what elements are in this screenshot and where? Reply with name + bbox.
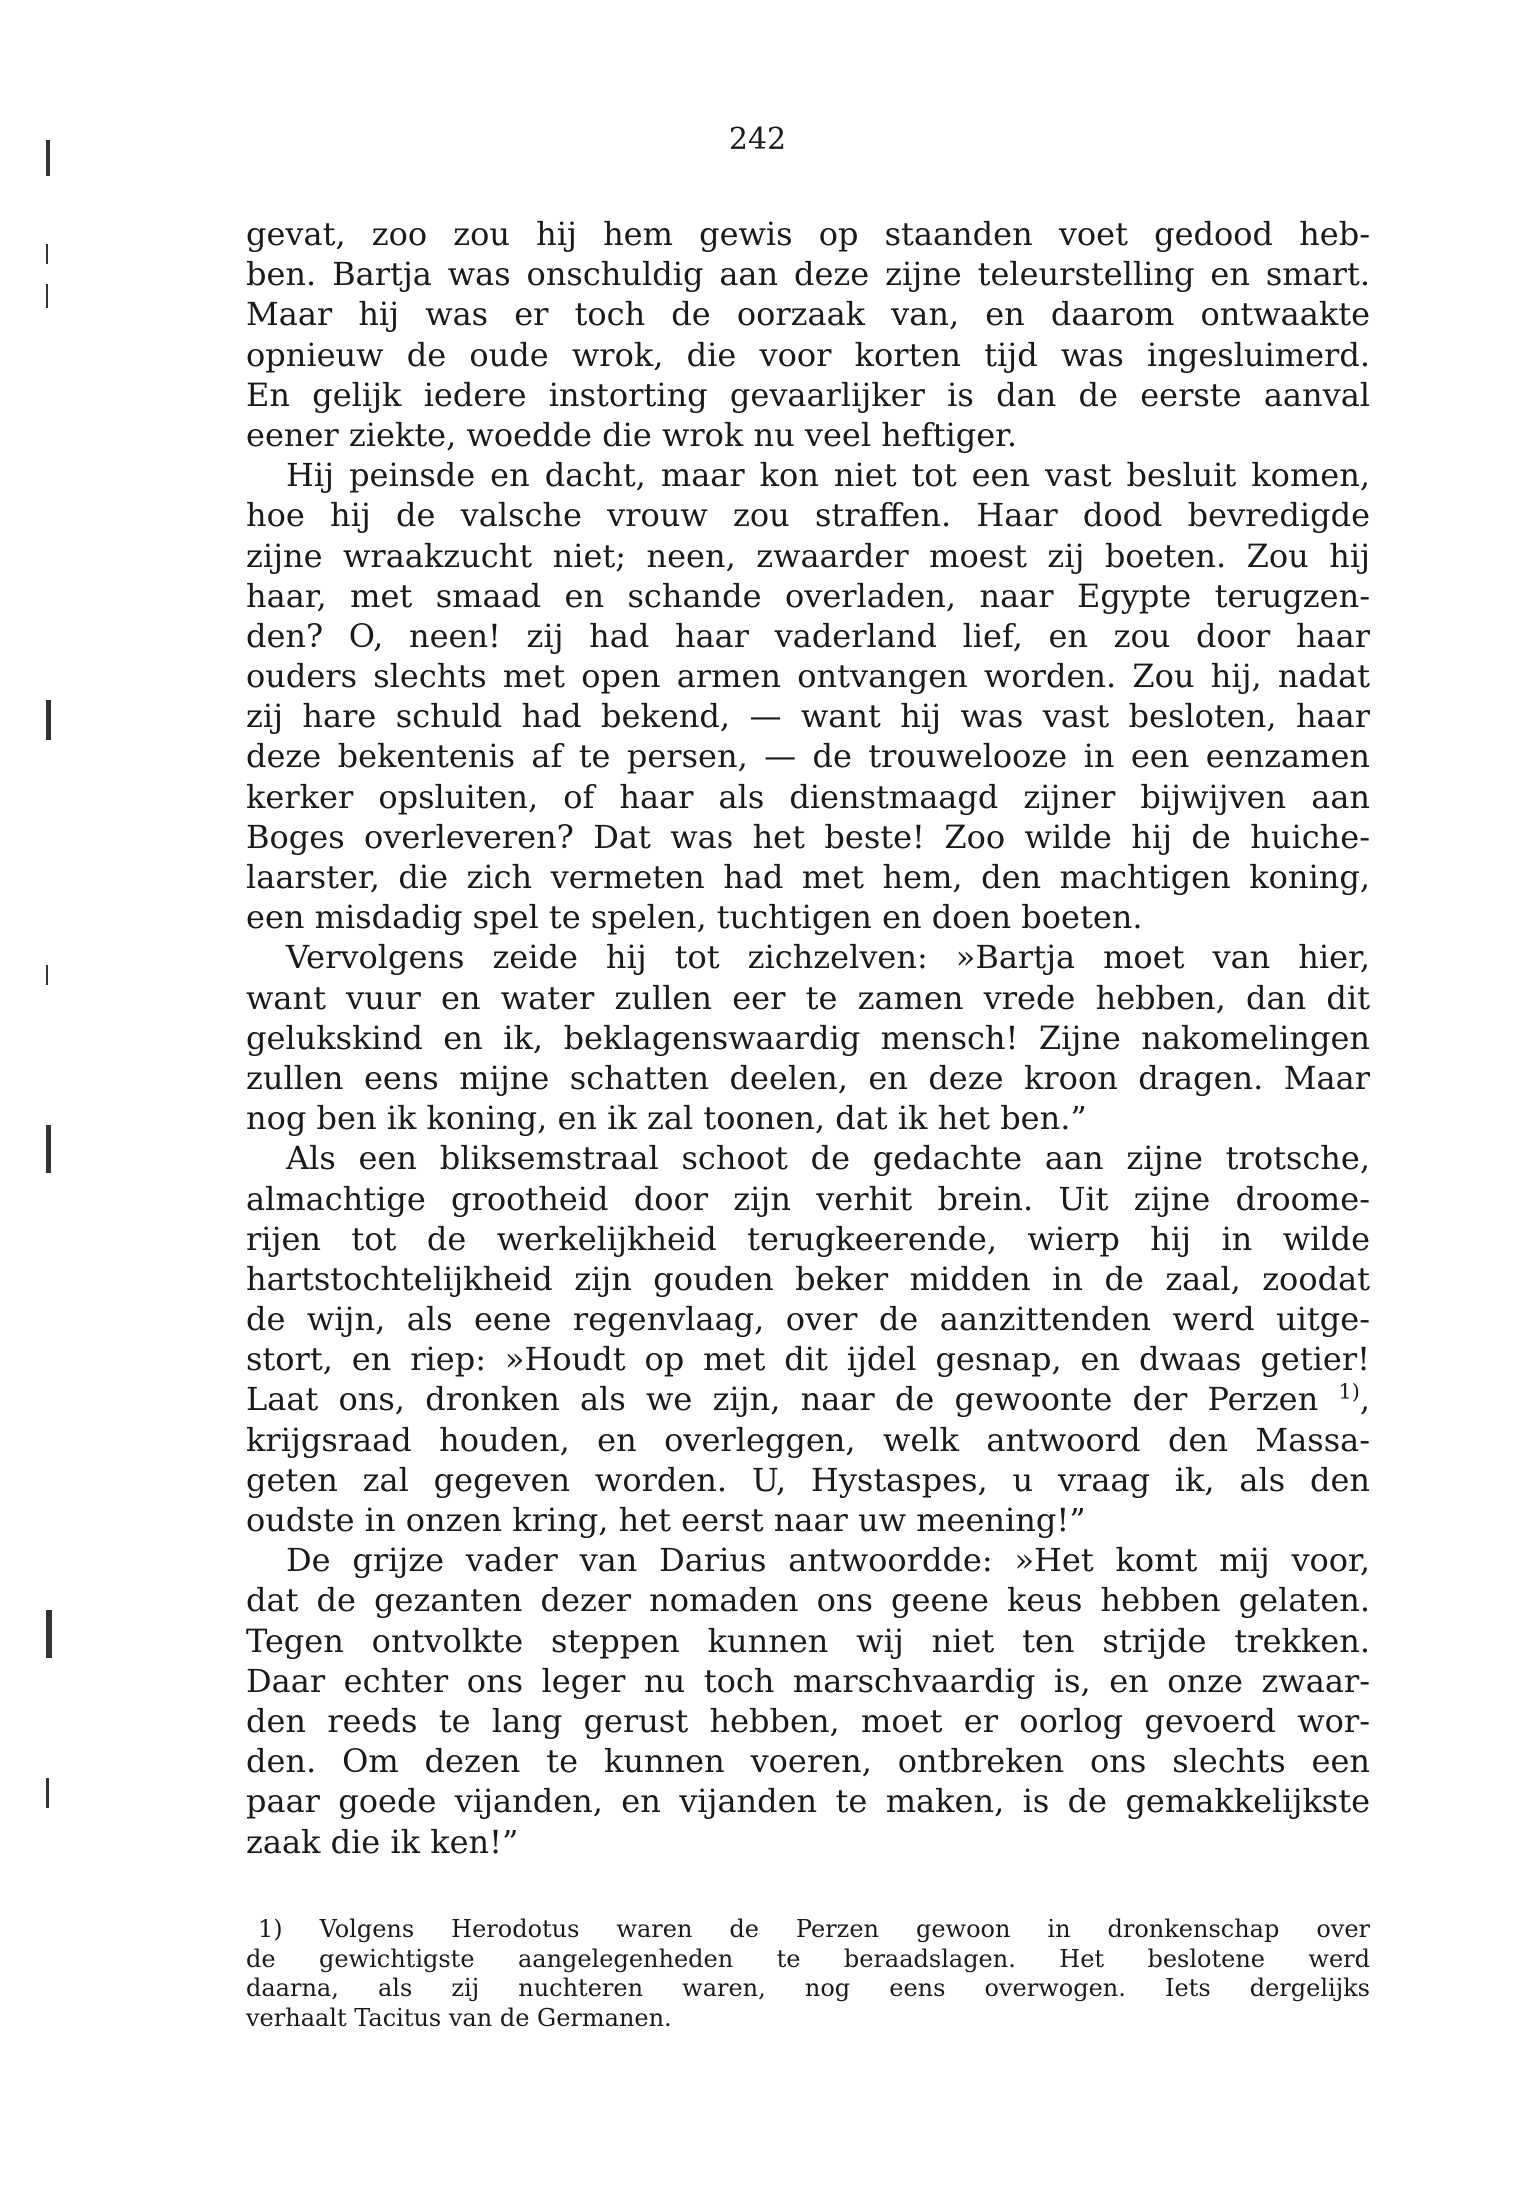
margin-mark	[46, 965, 48, 985]
text-line: Als een bliksemstraal schoot de gedachte aan zijne trotsche,	[286, 1139, 1370, 1178]
margin-mark	[46, 1610, 52, 1658]
text-line: den reeds te lang gerust hebben, moet er oorlog gevoerd wor-	[246, 1701, 1370, 1740]
page-number: 242	[728, 122, 787, 157]
margin-mark	[46, 1778, 49, 1808]
margin-mark	[46, 244, 48, 264]
text-line: kerker opsluiten, of haar als dienstmaagd zijner bijwijven aan	[246, 777, 1370, 816]
footnote-line: verhaalt Tacitus van de Germanen.	[246, 2003, 672, 2032]
text-line: gelukskind en ik, beklagenswaardig mensch! Zijne nakomelingen	[246, 1018, 1370, 1057]
text-line-with-footnote	[246, 1379, 1370, 1419]
text-line: Hij peinsde en dacht, maar kon niet tot een vast besluit komen,	[286, 456, 1370, 495]
main-text	[246, 214, 1370, 1862]
text-line-tail: ,	[1359, 1380, 1370, 1419]
text-line: den. Om dezen te kunnen voeren, ontbreken ons slechts een	[246, 1742, 1370, 1781]
text-line: haar, met smaad en schande overladen, naar Egypte terugzen-	[246, 576, 1370, 615]
margin-mark	[46, 700, 51, 740]
text-line: laarster, die zich vermeten had met hem, den machtigen koning,	[246, 858, 1370, 896]
text-line: Vervolgens zeide hij tot zichzelven: »Bartja moet van hier,	[286, 938, 1370, 977]
text-line: hoe hij de valsche vrouw zou straffen. Haar dood bevredigde	[246, 496, 1370, 535]
text-line: eener ziekte, woedde die wrok nu veel heftiger.	[246, 415, 1018, 454]
text-line: dat de gezanten dezer nomaden ons geene keus hebben gelaten.	[246, 1581, 1370, 1620]
text-line: oudste in onzen kring, het eerst naar uw meening!”	[246, 1501, 1086, 1539]
text-line: zaak die ik ken!”	[246, 1822, 519, 1861]
text-line: ben. Bartja was onschuldig aan deze zijne teleurstelling en smart.	[246, 255, 1370, 294]
text-line: opnieuw de oude wrok, die voor korten tijd was ingesluimerd.	[246, 335, 1370, 374]
text-line: ouders slechts met open armen ontvangen worden. Zou hij, nadat	[246, 657, 1370, 696]
footnote-line: 1) Volgens Herodotus waren de Perzen gewoon in dronkenschap over	[258, 1915, 1370, 1943]
margin-mark	[46, 1125, 51, 1173]
text-line: De grijze vader van Darius antwoordde: »Het komt mij voor,	[286, 1541, 1370, 1580]
text-line: deze bekentenis af te persen, — de trouwelooze in een eenzamen	[246, 737, 1370, 776]
footnote-line: daarna, als zij nuchteren waren, nog eens overwogen. Iets dergelijks	[246, 1974, 1370, 2002]
text-line: nog ben ik koning, en ik zal toonen, dat ik het ben.”	[246, 1099, 1087, 1138]
text-line: hartstochtelijkheid zijn gouden beker midden in de zaal, zoodat	[246, 1259, 1370, 1298]
text-line: Maar hij was er toch de oorzaak van, en daarom ontwaakte	[246, 295, 1370, 334]
text-line: Daar echter ons leger nu toch marschvaardig is, en onze zwaar-	[246, 1661, 1370, 1700]
text-line: den? O, neen! zij had haar vaderland lief, en zou door haar	[246, 616, 1370, 655]
text-line: zullen eens mijne schatten deelen, en deze kroon dragen. Maar	[246, 1058, 1370, 1097]
text-line: de wijn, als eene regenvlaag, over de aanzittenden werd uitge-	[246, 1300, 1370, 1339]
text-line: Boges overleveren? Dat was het beste! Zoo wilde hij de huiche-	[246, 817, 1370, 856]
footnote-line: de gewichtigste aangelegenheden te beraadslagen. Het beslotene werd	[246, 1944, 1370, 1973]
text-line: almachtige grootheid door zijn verhit brein. Uit zijne droome-	[246, 1179, 1370, 1218]
footnote-ref: 1)	[1338, 1379, 1360, 1404]
footnote	[246, 1915, 1370, 2033]
text-line: paar goede vijanden, en vijanden te maken, is de gemakkelijkste	[246, 1782, 1370, 1821]
text-line: geten zal gegeven worden. U, Hystaspes, u vraag ik, als den	[246, 1460, 1370, 1499]
text-line: rijen tot de werkelijkheid terugkeerende, wierp hij in wilde	[246, 1219, 1370, 1258]
text-line: een misdadig spel te spelen, tuchtigen en doen boeten.	[246, 898, 1143, 937]
text-line: stort, en riep: »Houdt op met dit ijdel gesnap, en dwaas getier!	[246, 1340, 1370, 1379]
text-line: krijgsraad houden, en overleggen, welk antwoord den Massa-	[246, 1420, 1370, 1459]
margin-mark	[46, 140, 50, 176]
text-line: En gelijk iedere instorting gevaarlijker is dan de eerste aanval	[246, 375, 1370, 414]
margin-mark	[46, 284, 48, 308]
text-line: gevat, zoo zou hij hem gewis op staanden voet gedood heb-	[246, 215, 1370, 253]
text-line: zij hare schuld had bekend, — want hij was vast besloten, haar	[246, 697, 1370, 736]
text-line-body: Laat ons, dronken als we zijn, naar de gewoonte der Perzen	[246, 1380, 1319, 1419]
text-line: Tegen ontvolkte steppen kunnen wij niet ten strijde trekken.	[246, 1621, 1370, 1660]
text-line: want vuur en water zullen eer te zamen vrede hebben, dan dit	[246, 978, 1370, 1017]
text-line: zijne wraakzucht niet; neen, zwaarder moest zij boeten. Zou hij	[246, 536, 1370, 575]
